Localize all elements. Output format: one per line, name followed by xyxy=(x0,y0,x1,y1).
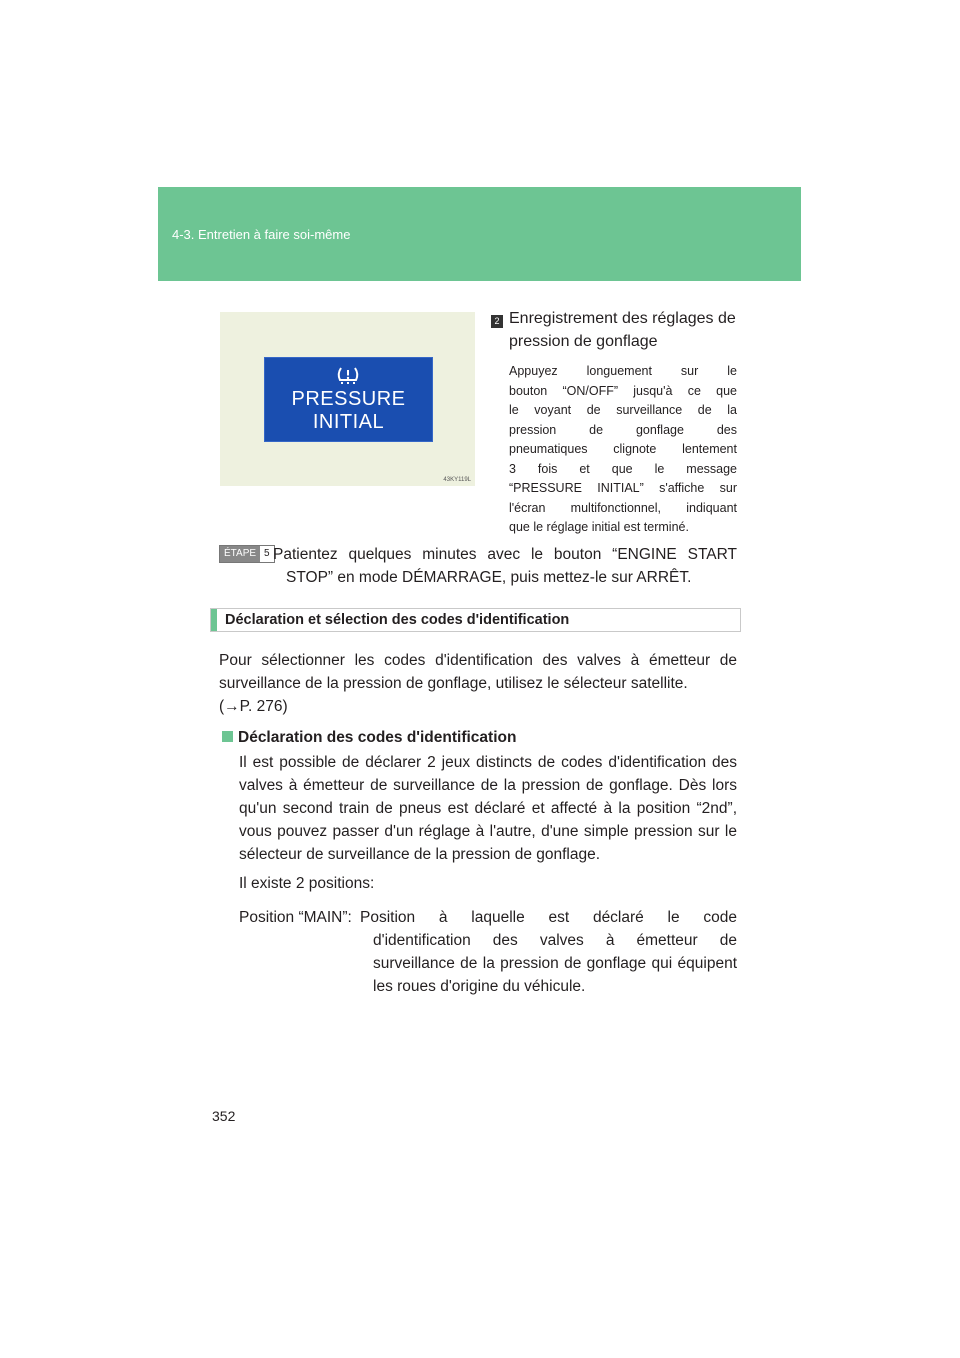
step-line: Patientez quelques minutes avec le bouton “ENGINE START xyxy=(273,546,737,563)
body-line: Appuyez longuement sur le xyxy=(509,364,737,378)
positions-intro: Il existe 2 positions: xyxy=(239,875,375,892)
body-line: Il est possible de déclarer 2 jeux distincts de codes d'identification des xyxy=(239,754,737,771)
display-line-2: INITIAL xyxy=(312,411,385,433)
subsection-body xyxy=(509,362,737,538)
position-description xyxy=(360,906,737,998)
page-reference: (→P. 276) xyxy=(219,698,288,715)
subsection-number-badge: 2 xyxy=(491,315,503,328)
step-line: STOP” en mode DÉMARRAGE, puis mettez-le sur ARRÊT. xyxy=(286,569,692,586)
declaration-heading xyxy=(222,726,516,749)
step-badge xyxy=(219,545,275,563)
multifunction-display xyxy=(264,357,433,442)
body-line: le voyant de surveillance de la xyxy=(509,403,737,417)
body-line: 3 fois et que le message xyxy=(509,461,737,476)
section-title: 4-3. Entretien à faire soi-même xyxy=(172,227,351,242)
display-figure xyxy=(220,312,475,486)
body-line: valves à émetteur de surveillance de la pression de gonflage. Dès lors xyxy=(239,777,737,794)
body-line: bouton “ON/OFF” jusqu'à ce que xyxy=(509,383,737,398)
body-line: que le réglage initial est terminé. xyxy=(509,520,689,534)
desc-line: Position à laquelle est déclaré le code xyxy=(360,909,737,926)
tire-pressure-warning-icon xyxy=(335,366,361,386)
body-line: pression de gonflage des xyxy=(509,422,737,437)
body-line: qu'un second train de pneus est déclaré et affecté à la position “2nd”, xyxy=(239,800,737,817)
figure-code: 43KY119L xyxy=(443,477,471,483)
section-heading-bar xyxy=(210,608,741,632)
body-line: l'écran multifonctionnel, indiquant xyxy=(509,500,737,515)
intro-paragraph xyxy=(219,649,737,718)
declaration-title: Déclaration des codes d'identification xyxy=(238,729,517,746)
step-number: 5 xyxy=(260,546,274,562)
desc-line: d'identification des valves à émetteur de xyxy=(373,932,737,949)
display-line-1: PRESSURE xyxy=(291,388,406,410)
body-line: sélecteur de surveillance de la pression de gonflage. xyxy=(239,846,601,863)
bullet-square-icon xyxy=(222,731,233,742)
step-text xyxy=(273,543,737,589)
subsection-title: Enregistrement des réglages de pression de gonflage xyxy=(509,310,736,350)
page-number: 352 xyxy=(212,1108,236,1124)
header-band xyxy=(158,187,801,281)
step-label: ÉTAPE xyxy=(220,546,260,562)
declaration-body xyxy=(239,751,737,866)
para-line: surveillance de la pression de gonflage, utilisez le sélecteur satellite. xyxy=(219,675,688,692)
desc-line: les roues d'origine du véhicule. xyxy=(373,978,586,995)
section-heading: Déclaration et sélection des codes d'identification xyxy=(225,612,570,628)
body-line: pneumatiques clignote lentement xyxy=(509,442,737,456)
body-line: vous pouvez passer d'un réglage à l'autre, d'une simple pression sur le xyxy=(239,823,737,840)
para-line: Pour sélectionner les codes d'identification des valves à émetteur de xyxy=(219,652,737,669)
body-line: “PRESSURE INITIAL” s'affiche sur xyxy=(509,481,737,495)
position-label: Position “MAIN”: xyxy=(239,909,352,926)
desc-line: surveillance de la pression de gonflage qui équipent xyxy=(373,955,737,972)
section-accent xyxy=(211,609,217,631)
